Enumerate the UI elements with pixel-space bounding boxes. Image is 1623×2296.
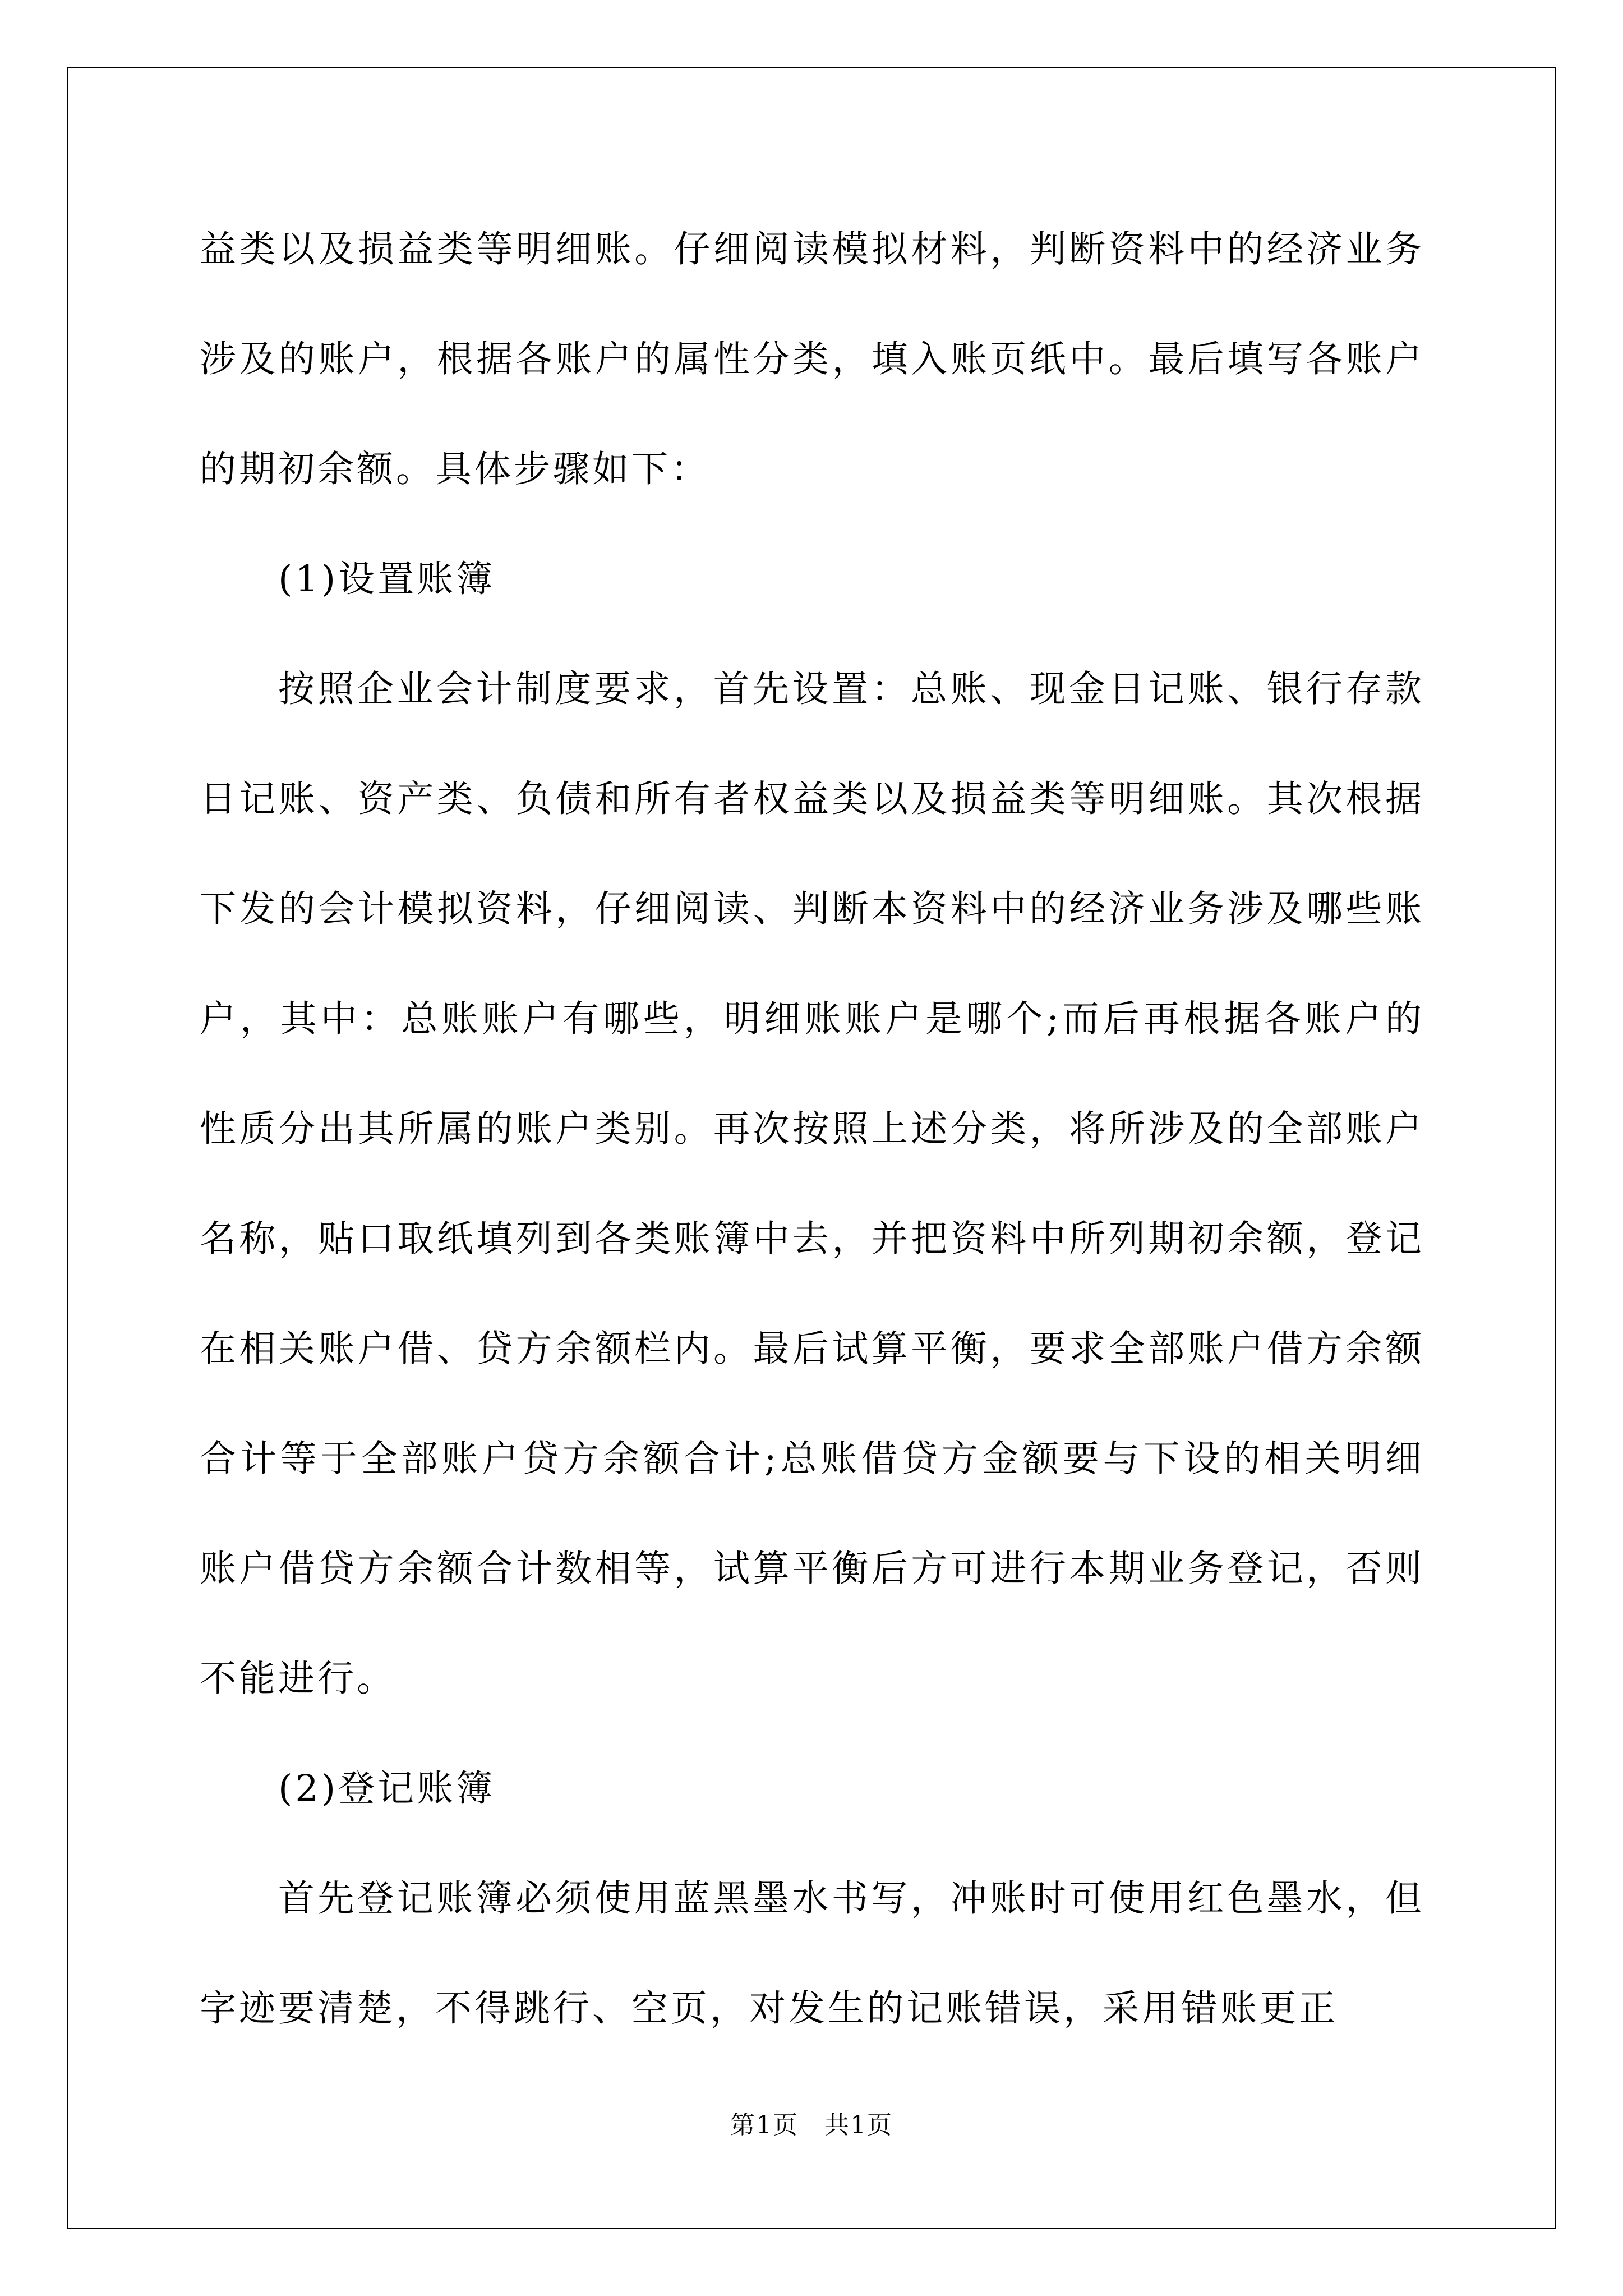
- document-body: [200, 195, 1424, 2064]
- paragraph-record-books: 首先登记账簿必须使用蓝黑墨水书写，冲账时可使用红色墨水，但字迹要清楚，不得跳行、空页，对发生的记账错误，采用错账更正: [200, 1878, 1424, 2030]
- page-footer: [0, 2105, 1623, 2141]
- paragraph-setup-books: 按照企业会计制度要求，首先设置：总账、现金日记账、银行存款日记账、资产类、负债和所有者权益类以及损益类等明细账。其次根据下发的会计模拟资料，仔细阅读、判断本资料中的经济业务涉及哪些账户，其中：总账账户有哪些，明细账账户是哪个;而后再根据各账户的性质分出其所属的账户类别。再次按照上述分类，将所涉及的全部账户名称，贴口取纸填列到各类账簿中去，并把资料中所列期初余额，登记在相关账户借、贷方余额栏内。最后试算平衡，要求全部账户借方余额合计等于全部账户贷方余额合计;总账借贷方金额要与下设的相关明细账户借贷方余额合计数相等，试算平衡后方可进行本期业务登记，否则不能进行。: [200, 668, 1424, 1700]
- page-number-label: 第1页 共1页: [730, 2111, 893, 2139]
- section-heading-setup-books: (1)设置账簿: [278, 558, 496, 600]
- section-heading-record-books: (2)登记账簿: [278, 1768, 496, 1810]
- paragraph-continuation: 益类以及损益类等明细账。仔细阅读模拟材料，判断资料中的经济业务涉及的账户，根据各账户的属性分类，填入账页纸中。最后填写各账户的期初余额。具体步骤如下：: [200, 228, 1424, 490]
